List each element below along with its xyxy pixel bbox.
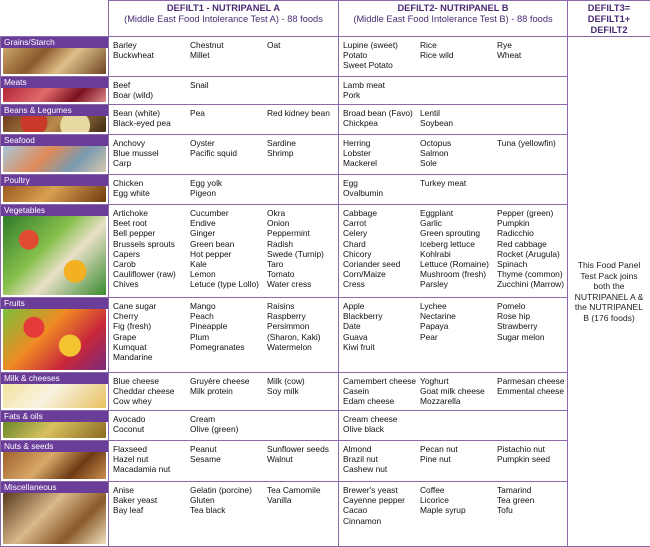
panel-a-foods-cell bbox=[109, 77, 339, 105]
food-item: Artichoke bbox=[113, 208, 190, 218]
food-item: Potato bbox=[343, 50, 420, 60]
food-item: Brazil nut bbox=[343, 454, 420, 464]
food-item: Wheat bbox=[497, 50, 568, 60]
corner-cell bbox=[1, 1, 109, 37]
food-item: Avocado bbox=[113, 414, 190, 424]
food-item: Blue mussel bbox=[113, 148, 190, 158]
food-item: Chives bbox=[113, 279, 190, 289]
panel-a-foods-cell bbox=[109, 298, 339, 373]
food-item: Lobster bbox=[343, 148, 420, 158]
food-item bbox=[497, 148, 568, 158]
table-row bbox=[1, 205, 650, 298]
panel-a-foods-cell bbox=[109, 411, 339, 441]
food-item: Milk protein bbox=[190, 386, 267, 396]
category-photo bbox=[3, 216, 106, 295]
food-item: Kale bbox=[190, 259, 267, 269]
food-item: Ginger bbox=[190, 228, 267, 238]
food-item: Okra bbox=[267, 208, 339, 218]
food-item: Cinnamon bbox=[343, 516, 420, 526]
category-label: Grains/Starch bbox=[1, 37, 108, 48]
food-item: Sweet Potato bbox=[343, 60, 420, 70]
panel-a-foods-cell bbox=[109, 482, 339, 547]
table-row bbox=[1, 482, 650, 547]
food-item: Rye bbox=[497, 40, 568, 50]
food-item: Tofu bbox=[497, 505, 568, 515]
food-item: Peach bbox=[190, 311, 267, 321]
defilt3-description bbox=[568, 37, 650, 547]
food-item: Corn/Maize bbox=[343, 269, 420, 279]
food-item: Mackerel bbox=[343, 158, 420, 168]
food-item: Swede (Turnip) bbox=[267, 249, 339, 259]
food-item: Sole bbox=[420, 158, 497, 168]
panel-b-foods-cell bbox=[339, 175, 568, 205]
food-item: Edam cheese bbox=[343, 396, 420, 406]
food-item: Water cress bbox=[267, 279, 339, 289]
food-item bbox=[497, 188, 568, 198]
food-item bbox=[497, 516, 568, 526]
food-item: Octopus bbox=[420, 138, 497, 148]
panel-b-foods-cell bbox=[339, 205, 568, 298]
food-item: Cauliflower (raw) bbox=[113, 269, 190, 279]
food-item bbox=[267, 424, 339, 434]
food-item bbox=[267, 352, 339, 362]
food-item: Sardine bbox=[267, 138, 339, 148]
food-item: Black-eyed pea bbox=[113, 118, 190, 128]
food-item: Red kidney bean bbox=[267, 108, 339, 118]
food-item: Brussels sprouts bbox=[113, 239, 190, 249]
food-item: Lemon bbox=[190, 269, 267, 279]
category-label: Nuts & seeds bbox=[1, 441, 108, 452]
food-item: Strawberry bbox=[497, 321, 568, 331]
food-item: Buckwheat bbox=[113, 50, 190, 60]
category-photo bbox=[3, 116, 106, 132]
food-item bbox=[497, 342, 568, 352]
food-item bbox=[497, 396, 568, 406]
food-item bbox=[190, 396, 267, 406]
food-item: Thyme (common) bbox=[497, 269, 568, 279]
food-item: Cabbage bbox=[343, 208, 420, 218]
food-item bbox=[267, 505, 339, 515]
food-item: Lentil bbox=[420, 108, 497, 118]
food-item: Carob bbox=[113, 259, 190, 269]
food-item: Bay leaf bbox=[113, 505, 190, 515]
food-item bbox=[420, 414, 497, 424]
food-item: Licorice bbox=[420, 495, 497, 505]
food-item bbox=[420, 342, 497, 352]
table-row bbox=[1, 37, 650, 77]
food-item bbox=[267, 396, 339, 406]
food-item: Fig (fresh) bbox=[113, 321, 190, 331]
food-item: Flaxseed bbox=[113, 444, 190, 454]
food-item bbox=[497, 90, 568, 100]
panel-b-foods-cell bbox=[339, 373, 568, 411]
food-item bbox=[267, 80, 339, 90]
food-item: Coriander seed bbox=[343, 259, 420, 269]
defilt1-subtitle: (Middle East Food Intolerance Test A) - 88 foods bbox=[109, 14, 338, 25]
food-item: Millet bbox=[190, 50, 267, 60]
food-item: Lupine (sweet) bbox=[343, 40, 420, 50]
food-item: Gluten bbox=[190, 495, 267, 505]
category-photo bbox=[3, 146, 106, 172]
food-item: Pineapple bbox=[190, 321, 267, 331]
food-item: Boar (wild) bbox=[113, 90, 190, 100]
food-item: Radish bbox=[267, 239, 339, 249]
panel-a-foods-cell bbox=[109, 175, 339, 205]
panel-b-foods-cell bbox=[339, 135, 568, 175]
food-item bbox=[190, 158, 267, 168]
food-item: Chicken bbox=[113, 178, 190, 188]
category-cell bbox=[1, 135, 109, 175]
food-item: (Sharon, Kaki) bbox=[267, 332, 339, 342]
panel-b-foods-cell bbox=[339, 411, 568, 441]
panel-b-foods-cell bbox=[339, 77, 568, 105]
food-item: Onion bbox=[267, 218, 339, 228]
food-item: Green sprouting bbox=[420, 228, 497, 238]
panel-b-foods-cell bbox=[339, 441, 568, 482]
food-item bbox=[420, 60, 497, 70]
panel-b-foods-cell bbox=[339, 37, 568, 77]
category-label: Milk & cheeses bbox=[1, 373, 108, 384]
defilt3-note: This Food Panel Test Pack joins both the NUTRIPANEL A & the NUTRIPANEL B (176 foods) bbox=[574, 260, 644, 323]
food-item bbox=[497, 464, 568, 474]
defilt3-header bbox=[568, 1, 650, 37]
food-item: Rice wild bbox=[420, 50, 497, 60]
category-photo bbox=[3, 48, 106, 74]
food-item bbox=[420, 90, 497, 100]
panel-a-foods-cell bbox=[109, 205, 339, 298]
food-item: Tea green bbox=[497, 495, 568, 505]
category-cell bbox=[1, 411, 109, 441]
category-photo bbox=[3, 186, 106, 202]
food-item: Pomegranates bbox=[190, 342, 267, 352]
panel-a-foods-cell bbox=[109, 135, 339, 175]
food-item: Camembert cheese bbox=[343, 376, 420, 386]
defilt3-title: DEFILT3= bbox=[568, 3, 650, 14]
food-item: Pepper (green) bbox=[497, 208, 568, 218]
food-item: Tuna (yellowfin) bbox=[497, 138, 568, 148]
category-cell bbox=[1, 205, 109, 298]
food-item: Herring bbox=[343, 138, 420, 148]
category-cell bbox=[1, 77, 109, 105]
food-item: Turkey meat bbox=[420, 178, 497, 188]
food-item: Cheddar cheese bbox=[113, 386, 190, 396]
food-item: Milk (cow) bbox=[267, 376, 339, 386]
food-item bbox=[267, 158, 339, 168]
food-item: Pacific squid bbox=[190, 148, 267, 158]
food-item: Snail bbox=[190, 80, 267, 90]
food-item bbox=[497, 118, 568, 128]
food-item: Grape bbox=[113, 332, 190, 342]
food-item: Almond bbox=[343, 444, 420, 454]
food-item: Egg white bbox=[113, 188, 190, 198]
food-item: Raspberry bbox=[267, 311, 339, 321]
panel-b-foods-cell bbox=[339, 298, 568, 373]
food-item: Chickpea bbox=[343, 118, 420, 128]
food-item: Soy milk bbox=[267, 386, 339, 396]
food-item: Olive black bbox=[343, 424, 420, 434]
food-item: Guava bbox=[343, 332, 420, 342]
food-item: Bean (white) bbox=[113, 108, 190, 118]
category-photo bbox=[3, 422, 106, 438]
food-item: Olive (green) bbox=[190, 424, 267, 434]
defilt2-subtitle: (Middle East Food Intolerance Test B) - 88 foods bbox=[339, 14, 567, 25]
food-item: Endive bbox=[190, 218, 267, 228]
food-item: Maple syrup bbox=[420, 505, 497, 515]
food-item: Peanut bbox=[190, 444, 267, 454]
food-item: Pork bbox=[343, 90, 420, 100]
food-item: Barley bbox=[113, 40, 190, 50]
food-item: Garlic bbox=[420, 218, 497, 228]
food-item: Chicory bbox=[343, 249, 420, 259]
category-photo bbox=[3, 452, 106, 479]
food-item: Chard bbox=[343, 239, 420, 249]
food-item bbox=[190, 352, 267, 362]
category-photo bbox=[3, 88, 106, 102]
food-item: Anchovy bbox=[113, 138, 190, 148]
defilt2-title: DEFILT2- NUTRIPANEL B bbox=[339, 3, 567, 14]
food-item: Beef bbox=[113, 80, 190, 90]
food-item: Papaya bbox=[420, 321, 497, 331]
food-item: Pea bbox=[190, 108, 267, 118]
food-item: Cream bbox=[190, 414, 267, 424]
food-item: Pumpkin seed bbox=[497, 454, 568, 464]
food-item: Tamarind bbox=[497, 485, 568, 495]
food-item: Red cabbage bbox=[497, 239, 568, 249]
food-item: Celery bbox=[343, 228, 420, 238]
category-label: Vegetables bbox=[1, 205, 108, 216]
category-label: Fruits bbox=[1, 298, 108, 309]
food-item bbox=[497, 60, 568, 70]
panel-a-foods-cell bbox=[109, 441, 339, 482]
food-item: Anise bbox=[113, 485, 190, 495]
food-item bbox=[497, 424, 568, 434]
food-item: Coffee bbox=[420, 485, 497, 495]
food-item: Pine nut bbox=[420, 454, 497, 464]
food-item: Pomelo bbox=[497, 301, 568, 311]
panel-a-foods-cell bbox=[109, 105, 339, 135]
category-cell bbox=[1, 37, 109, 77]
food-item: Mandarine bbox=[113, 352, 190, 362]
food-item: Hazel nut bbox=[113, 454, 190, 464]
food-item: Ovalbumin bbox=[343, 188, 420, 198]
food-item bbox=[267, 464, 339, 474]
food-item: Soybean bbox=[420, 118, 497, 128]
food-item: Cucumber bbox=[190, 208, 267, 218]
food-item bbox=[267, 178, 339, 188]
food-item: Zucchini (Marrow) bbox=[497, 279, 568, 289]
food-item: Gelatin (porcine) bbox=[190, 485, 267, 495]
food-item bbox=[497, 414, 568, 424]
food-item bbox=[267, 118, 339, 128]
food-item: Persimmon bbox=[267, 321, 339, 331]
food-item bbox=[267, 50, 339, 60]
food-item bbox=[497, 80, 568, 90]
panel-a-foods-cell bbox=[109, 373, 339, 411]
food-item bbox=[267, 414, 339, 424]
food-item bbox=[267, 90, 339, 100]
food-item: Broad bean (Favo) bbox=[343, 108, 420, 118]
food-item: Spinach bbox=[497, 259, 568, 269]
food-item: Parmesan cheese bbox=[497, 376, 568, 386]
food-item: Hot pepper bbox=[190, 249, 267, 259]
food-item: Rose hip bbox=[497, 311, 568, 321]
food-item: Mozzarella bbox=[420, 396, 497, 406]
food-item bbox=[190, 118, 267, 128]
food-item: Pecan nut bbox=[420, 444, 497, 454]
food-item: Walnut bbox=[267, 454, 339, 464]
food-item: Peppermint bbox=[267, 228, 339, 238]
panel-a-foods-cell bbox=[109, 37, 339, 77]
food-item: Taro bbox=[267, 259, 339, 269]
food-item: Nectarine bbox=[420, 311, 497, 321]
food-item: Beet root bbox=[113, 218, 190, 228]
food-item: Cane sugar bbox=[113, 301, 190, 311]
table-row bbox=[1, 77, 650, 105]
category-label: Seafood bbox=[1, 135, 108, 146]
food-item: Sesame bbox=[190, 454, 267, 464]
food-item: Chestnut bbox=[190, 40, 267, 50]
defilt3-subtitle: DEFILT1+ DEFILT2 bbox=[568, 14, 650, 36]
food-item: Cacao bbox=[343, 505, 420, 515]
category-cell bbox=[1, 298, 109, 373]
category-cell bbox=[1, 441, 109, 482]
food-item: Lamb meat bbox=[343, 80, 420, 90]
table-row bbox=[1, 411, 650, 441]
category-label: Poultry bbox=[1, 175, 108, 186]
category-cell bbox=[1, 175, 109, 205]
food-item bbox=[497, 158, 568, 168]
food-item: Gruyère cheese bbox=[190, 376, 267, 386]
food-item: Coconut bbox=[113, 424, 190, 434]
food-item: Pumpkin bbox=[497, 218, 568, 228]
food-item: Green bean bbox=[190, 239, 267, 249]
food-item: Blue cheese bbox=[113, 376, 190, 386]
food-item: Pear bbox=[420, 332, 497, 342]
table-row bbox=[1, 441, 650, 482]
food-item bbox=[420, 188, 497, 198]
food-item: Lettuce (Romaine) bbox=[420, 259, 497, 269]
category-cell bbox=[1, 105, 109, 135]
food-item: Capers bbox=[113, 249, 190, 259]
food-item: Radicchio bbox=[497, 228, 568, 238]
food-item bbox=[420, 464, 497, 474]
food-item: Tea black bbox=[190, 505, 267, 515]
food-item: Cow whey bbox=[113, 396, 190, 406]
food-item: Mango bbox=[190, 301, 267, 311]
food-item: Pistachio nut bbox=[497, 444, 568, 454]
food-item: Casein bbox=[343, 386, 420, 396]
food-item: Salmon bbox=[420, 148, 497, 158]
food-item bbox=[267, 188, 339, 198]
food-item: Tea Camomile bbox=[267, 485, 339, 495]
category-label: Meats bbox=[1, 77, 108, 88]
food-item: Sunflower seeds bbox=[267, 444, 339, 454]
food-item: Mushroom (fresh) bbox=[420, 269, 497, 279]
category-label: Fats & oils bbox=[1, 411, 108, 422]
food-item bbox=[420, 424, 497, 434]
food-item: Vanilla bbox=[267, 495, 339, 505]
food-item: Baker yeast bbox=[113, 495, 190, 505]
category-label: Beans & Legumes bbox=[1, 105, 108, 116]
food-item: Blackberry bbox=[343, 311, 420, 321]
food-item: Goat milk cheese bbox=[420, 386, 497, 396]
food-item: Carrot bbox=[343, 218, 420, 228]
food-item: Brewer's yeast bbox=[343, 485, 420, 495]
food-item bbox=[190, 464, 267, 474]
food-item: Kohlrabi bbox=[420, 249, 497, 259]
defilt2-header bbox=[339, 1, 568, 37]
food-item: Cherry bbox=[113, 311, 190, 321]
category-label: Miscellaneous bbox=[1, 482, 108, 493]
food-item: Cress bbox=[343, 279, 420, 289]
food-item: Lychee bbox=[420, 301, 497, 311]
table-row bbox=[1, 175, 650, 205]
food-item bbox=[420, 80, 497, 90]
category-photo bbox=[3, 384, 106, 408]
category-cell bbox=[1, 482, 109, 547]
food-item: Eggplant bbox=[420, 208, 497, 218]
food-item bbox=[497, 108, 568, 118]
food-item: Cream cheese bbox=[343, 414, 420, 424]
food-item: Date bbox=[343, 321, 420, 331]
food-item bbox=[497, 178, 568, 188]
food-item: Yoghurt bbox=[420, 376, 497, 386]
food-item: Egg yolk bbox=[190, 178, 267, 188]
food-item: Rice bbox=[420, 40, 497, 50]
food-item: Apple bbox=[343, 301, 420, 311]
food-item: Oyster bbox=[190, 138, 267, 148]
table-row bbox=[1, 135, 650, 175]
food-item: Letuce (type Lollo) bbox=[190, 279, 267, 289]
food-item: Kiwi fruit bbox=[343, 342, 420, 352]
panel-b-foods-cell bbox=[339, 482, 568, 547]
food-item: Egg bbox=[343, 178, 420, 188]
defilt1-title: DEFILT1 - NUTRIPANEL A bbox=[109, 3, 338, 14]
table-row bbox=[1, 373, 650, 411]
food-item: Iceberg lettuce bbox=[420, 239, 497, 249]
food-item: Oat bbox=[267, 40, 339, 50]
food-item bbox=[420, 516, 497, 526]
food-item: Macadamia nut bbox=[113, 464, 190, 474]
food-item: Rocket (Arugula) bbox=[497, 249, 568, 259]
food-item: Kumquat bbox=[113, 342, 190, 352]
food-item: Tomato bbox=[267, 269, 339, 279]
food-item: Watermelon bbox=[267, 342, 339, 352]
category-cell bbox=[1, 373, 109, 411]
food-item: Plum bbox=[190, 332, 267, 342]
defilt1-header bbox=[109, 1, 339, 37]
table-row bbox=[1, 105, 650, 135]
food-item: Pigeon bbox=[190, 188, 267, 198]
food-item: Cayenne pepper bbox=[343, 495, 420, 505]
food-item: Sugar melon bbox=[497, 332, 568, 342]
food-item: Cashew nut bbox=[343, 464, 420, 474]
food-item: Shrimp bbox=[267, 148, 339, 158]
panel-b-foods-cell bbox=[339, 105, 568, 135]
food-item: Carp bbox=[113, 158, 190, 168]
food-item: Bell pepper bbox=[113, 228, 190, 238]
table-row bbox=[1, 298, 650, 373]
category-photo bbox=[3, 493, 106, 544]
category-photo bbox=[3, 309, 106, 370]
food-item bbox=[190, 90, 267, 100]
food-item: Parsley bbox=[420, 279, 497, 289]
food-item: Raisins bbox=[267, 301, 339, 311]
food-item: Emmental cheese bbox=[497, 386, 568, 396]
